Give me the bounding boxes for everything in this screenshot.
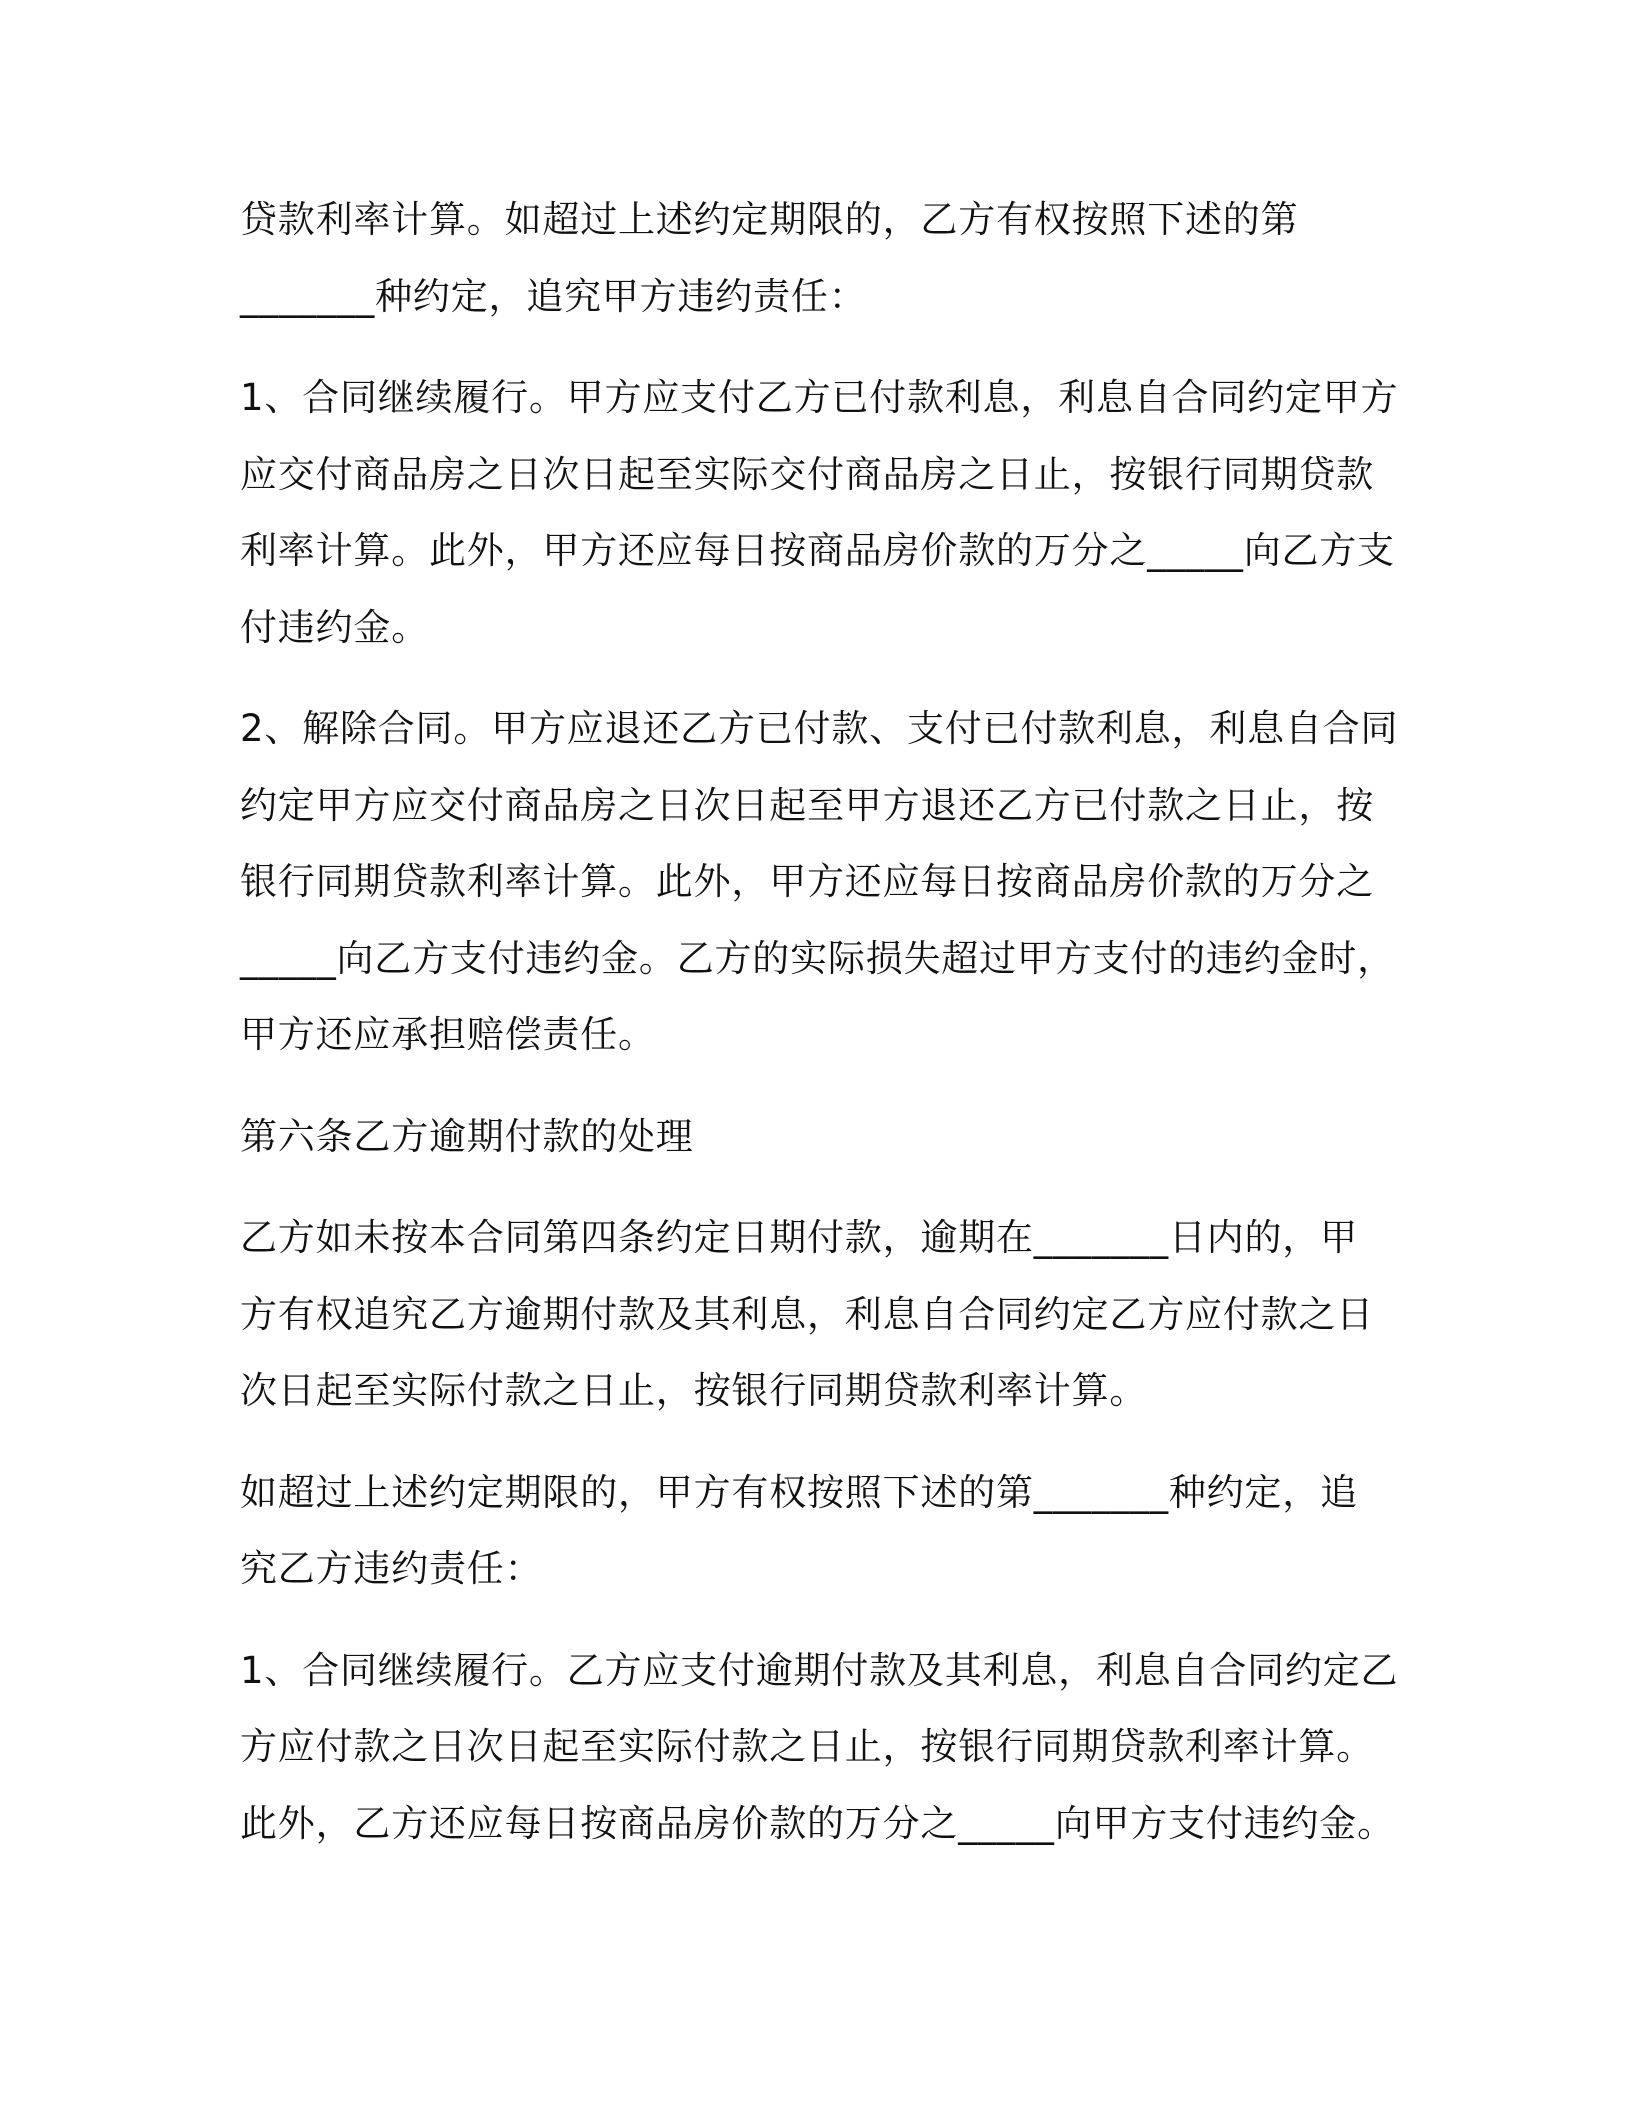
paragraph-buyer-late-payment: [240, 1200, 1390, 1430]
paragraph-spacer: [240, 666, 1390, 691]
paragraph-seller-option-1: [240, 360, 1399, 666]
section-title: 第六条乙方逾期付款的处理: [240, 1114, 694, 1158]
text-line: 1、合同继续履行。甲方应支付乙方已付款利息，利息自合同约定甲方: [240, 376, 1399, 419]
text-line: 付违约金。: [240, 605, 429, 649]
paragraph-buyer-option-1: [240, 1633, 1399, 1863]
text-line: _______种约定，追究甲方违约责任：: [240, 274, 867, 318]
document-body: [240, 182, 1399, 1862]
paragraph-spacer: [240, 335, 1390, 360]
text-line: 方有权追究乙方逾期付款及其利息，利息自合同约定乙方应付款之日: [240, 1292, 1374, 1336]
text-line: 次日起至实际付款之日止，按银行同期贷款利率计算。: [240, 1369, 1148, 1412]
text-line: 应交付商品房之日次日起至实际交付商品房之日止，按银行同期贷款: [240, 452, 1374, 496]
text-line: 银行同期贷款利率计算。此外，甲方还应每日按商品房价款的万分之: [240, 860, 1374, 903]
text-line: 2、解除合同。甲方应退还乙方已付款、支付已付款利息，利息自合同: [240, 707, 1399, 750]
text-line: 乙方如未按本合同第四条约定日期付款，逾期在_______日内的，甲: [240, 1216, 1358, 1259]
paragraph-seller-option-2: [240, 691, 1399, 1074]
text-line: 此外，乙方还应每日按商品房价款的万分之_____向甲方支付违约金。: [240, 1801, 1395, 1845]
paragraph-buyer-exceed-limit: [240, 1455, 1390, 1608]
paragraph-spacer: [240, 1175, 1390, 1200]
paragraph-spacer: [240, 1608, 1390, 1633]
text-line: 甲方还应承担赔偿责任。: [240, 1013, 656, 1056]
text-line: _____向乙方支付违约金。乙方的实际损失超过甲方支付的违约金时，: [240, 936, 1395, 980]
paragraph-late-delivery-continued: [240, 182, 1390, 335]
text-line: 利率计算。此外，甲方还应每日按商品房价款的万分之_____向乙方支: [240, 529, 1395, 572]
text-line: 如超过上述约定期限的，甲方有权按照下述的第_______种约定，追: [240, 1470, 1358, 1514]
text-line: 方应付款之日次日起至实际付款之日止，按银行同期贷款利率计算。: [240, 1725, 1374, 1768]
text-line: 究乙方违约责任：: [240, 1547, 543, 1590]
text-line: 贷款利率计算。如超过上述约定期限的，乙方有权按照下述的第: [240, 198, 1299, 241]
paragraph-spacer: [240, 1430, 1390, 1455]
section-heading-article-6: [240, 1099, 1390, 1176]
text-line: 约定甲方应交付商品房之日次日起至甲方退还乙方已付款之日止，按: [240, 783, 1374, 827]
text-line: 1、合同继续履行。乙方应支付逾期付款及其利息，利息自合同约定乙: [240, 1648, 1399, 1692]
paragraph-spacer: [240, 1074, 1390, 1099]
